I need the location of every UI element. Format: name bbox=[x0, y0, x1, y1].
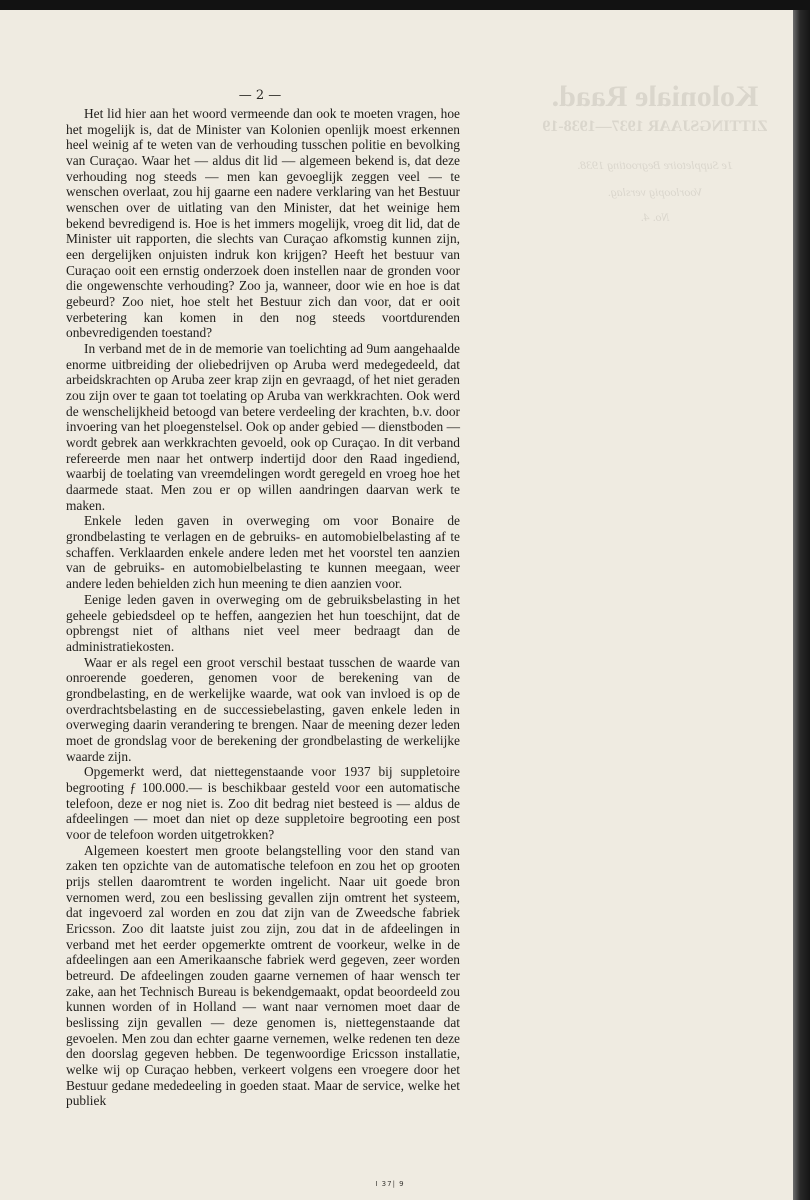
paragraph: Waar er als regel een groot verschil bestaat tusschen de waarde van onroerende goederen, genomen voor de berekening van de grondbelasting, en de werkelijke waarde, wat ook van invloed is op de overdrachtsbelasting en de successiebelasting, gaven enkele leden in overweging daarin verandering te brengen. Naar de meening dezer leden moet de grondslag voor de berekening der grondbelasting de werkelijke waarde zijn. bbox=[66, 654, 460, 764]
paragraph: Het lid hier aan het woord vermeende dan ook te moeten vragen, hoe het mogelijk is, dat de Minister van Kolonien openlijk moest erkennen heel weinig af te weten van de verhouding tusschen politie en bevolking van Curaçao. Waar het — aldus dit lid — algemeen bekend is, dat deze verhouding nog steeds — men kan gevoeglijk zeggen veel — te wenschen overlaat, zou hij gaarne een nadere verklaring van het Bestuur wenschen over de uitlating van den Minister, dat het weinige hem bekend bevredigend is. Hoe is het immers mogelijk, vroeg dit lid, dat de Minister uit rapporten, die slechts van Curaçao afkomstig kunnen zijn, een dergelijken onjuisten indruk kon krijgen? Heeft het bestuur van Curaçao ooit een ernstig onderzoek doen instellen naar de gronden voor die ongewenschte verhouding? Zoo ja, wanneer, door wie en hoe is dat gebeurd? Zoo niet, hoe stelt het Bestuur zich dan voor, dat er ooit verbetering kan komen in den nog steeds voortdurenden onbevredigenden toestand? bbox=[66, 106, 460, 341]
body-text bbox=[66, 106, 460, 1109]
scan-top-border bbox=[0, 0, 810, 10]
scan-right-border bbox=[793, 10, 810, 1200]
document-page bbox=[0, 10, 793, 1200]
paragraph: Enkele leden gaven in overweging om voor Bonaire de grondbelasting te verlagen en de gebruiks- en automobielbelasting af te schaffen. Verklaarden enkele andere leden met het voorstel ten aanzien van de gebruiks- en automobielbelasting te kunnen meegaan, weer andere leden behielden zich hun meening te dien aanzien voor. bbox=[66, 513, 460, 592]
paragraph: Opgemerkt werd, dat niettegenstaande voor 1937 bij suppletoire begrooting ƒ 100.000.— is beschikbaar gesteld voor een automatische telefoon, deze er nog niet is. Zoo dit bedrag niet besteed is — aldus de afdeelingen — moet dan niet op deze suppletoire begrooting een post voor de telefoon worden uitgetrokken? bbox=[66, 764, 460, 842]
paragraph: In verband met de in de memorie van toelichting ad 9um aangehaalde enorme uitbreiding der oliebedrijven op Aruba werd medegedeeld, dat arbeidskrachten op Aruba zeer krap zijn en gevraagd, of het niet geraden zou zijn over te gaan tot toelating op Aruba van werkkrachten. Ook werd de wenschelijkheid betoogd van betere verdeeling der krachten, b.v. door invoering van het ploegenstelsel. Ook op ander gebied — dienstboden — wordt gebrek aan werkkrachten gevoeld, ook op Curaçao. In dit verband refereerde men naar het ontwerp indertijd door den Raad ingediend, waarbij de toelating van vreemdelingen wordt geregeld en vroeg hoe het daarmede staat. Men zou er op willen aandringen daarvan werk te maken. bbox=[66, 341, 460, 513]
page-number: — 2 — bbox=[238, 88, 282, 103]
paragraph: Algemeen koestert men groote belangstelling voor den stand van zaken ten opzichte van de automatische telefoon en zou het op grooten prijs stellen daaromtrent te worden ingelicht. Naar uit goede bron vernomen werd, zou een beslissing gevallen zijn omtrent het systeem, dat ingevoerd zal worden en zou dat zijn van de Zweedsche fabriek Ericsson. Zoo dit laatste juist zou zijn, zou dat in de afdeelingen in verband met het eerder opgemerkte omtrent de voorkeur, welke in de afdeelingen aan een Amerikaansche fabriek werd gegeven, zeer worden betreurd. De afdeelingen zouden gaarne vernemen of haar wensch ter zake, aan het Technisch Bureau is bekendgemaakt, opdat beoordeeld zou kunnen worden of in Holland — want naar vernomen moet daar de beslissing zijn gevallen — deze genomen is, niettegenstaande dat gevoelen. Men zou dan echter gaarne vernemen, welke redenen ten deze den doorslag gegeven hebben. De tegenwoordige Ericsson installatie, welke wij op Curaçao hebben, verkeert volgens een vroegere door het Bestuur gedane mededeeling in goeden staat. Maar de service, welke het publiek bbox=[66, 842, 460, 1109]
footer-code: I 37| 9 bbox=[375, 1180, 405, 1188]
show-through-text: Koloniale Raad. ZITTINGSJAAR 1937—1938-19 1e Suppletoire Begrooting 1938. Voorloopig verslag. No. 4. bbox=[542, 80, 768, 224]
paragraph: Eenige leden gaven in overweging om de gebruiksbelasting in het geheele gebiedsdeel op te heffen, aangezien het hun toeschijnt, dat de opbrengst niet of althans niet veel meer bedraagt dan de administratiekosten. bbox=[66, 591, 460, 654]
